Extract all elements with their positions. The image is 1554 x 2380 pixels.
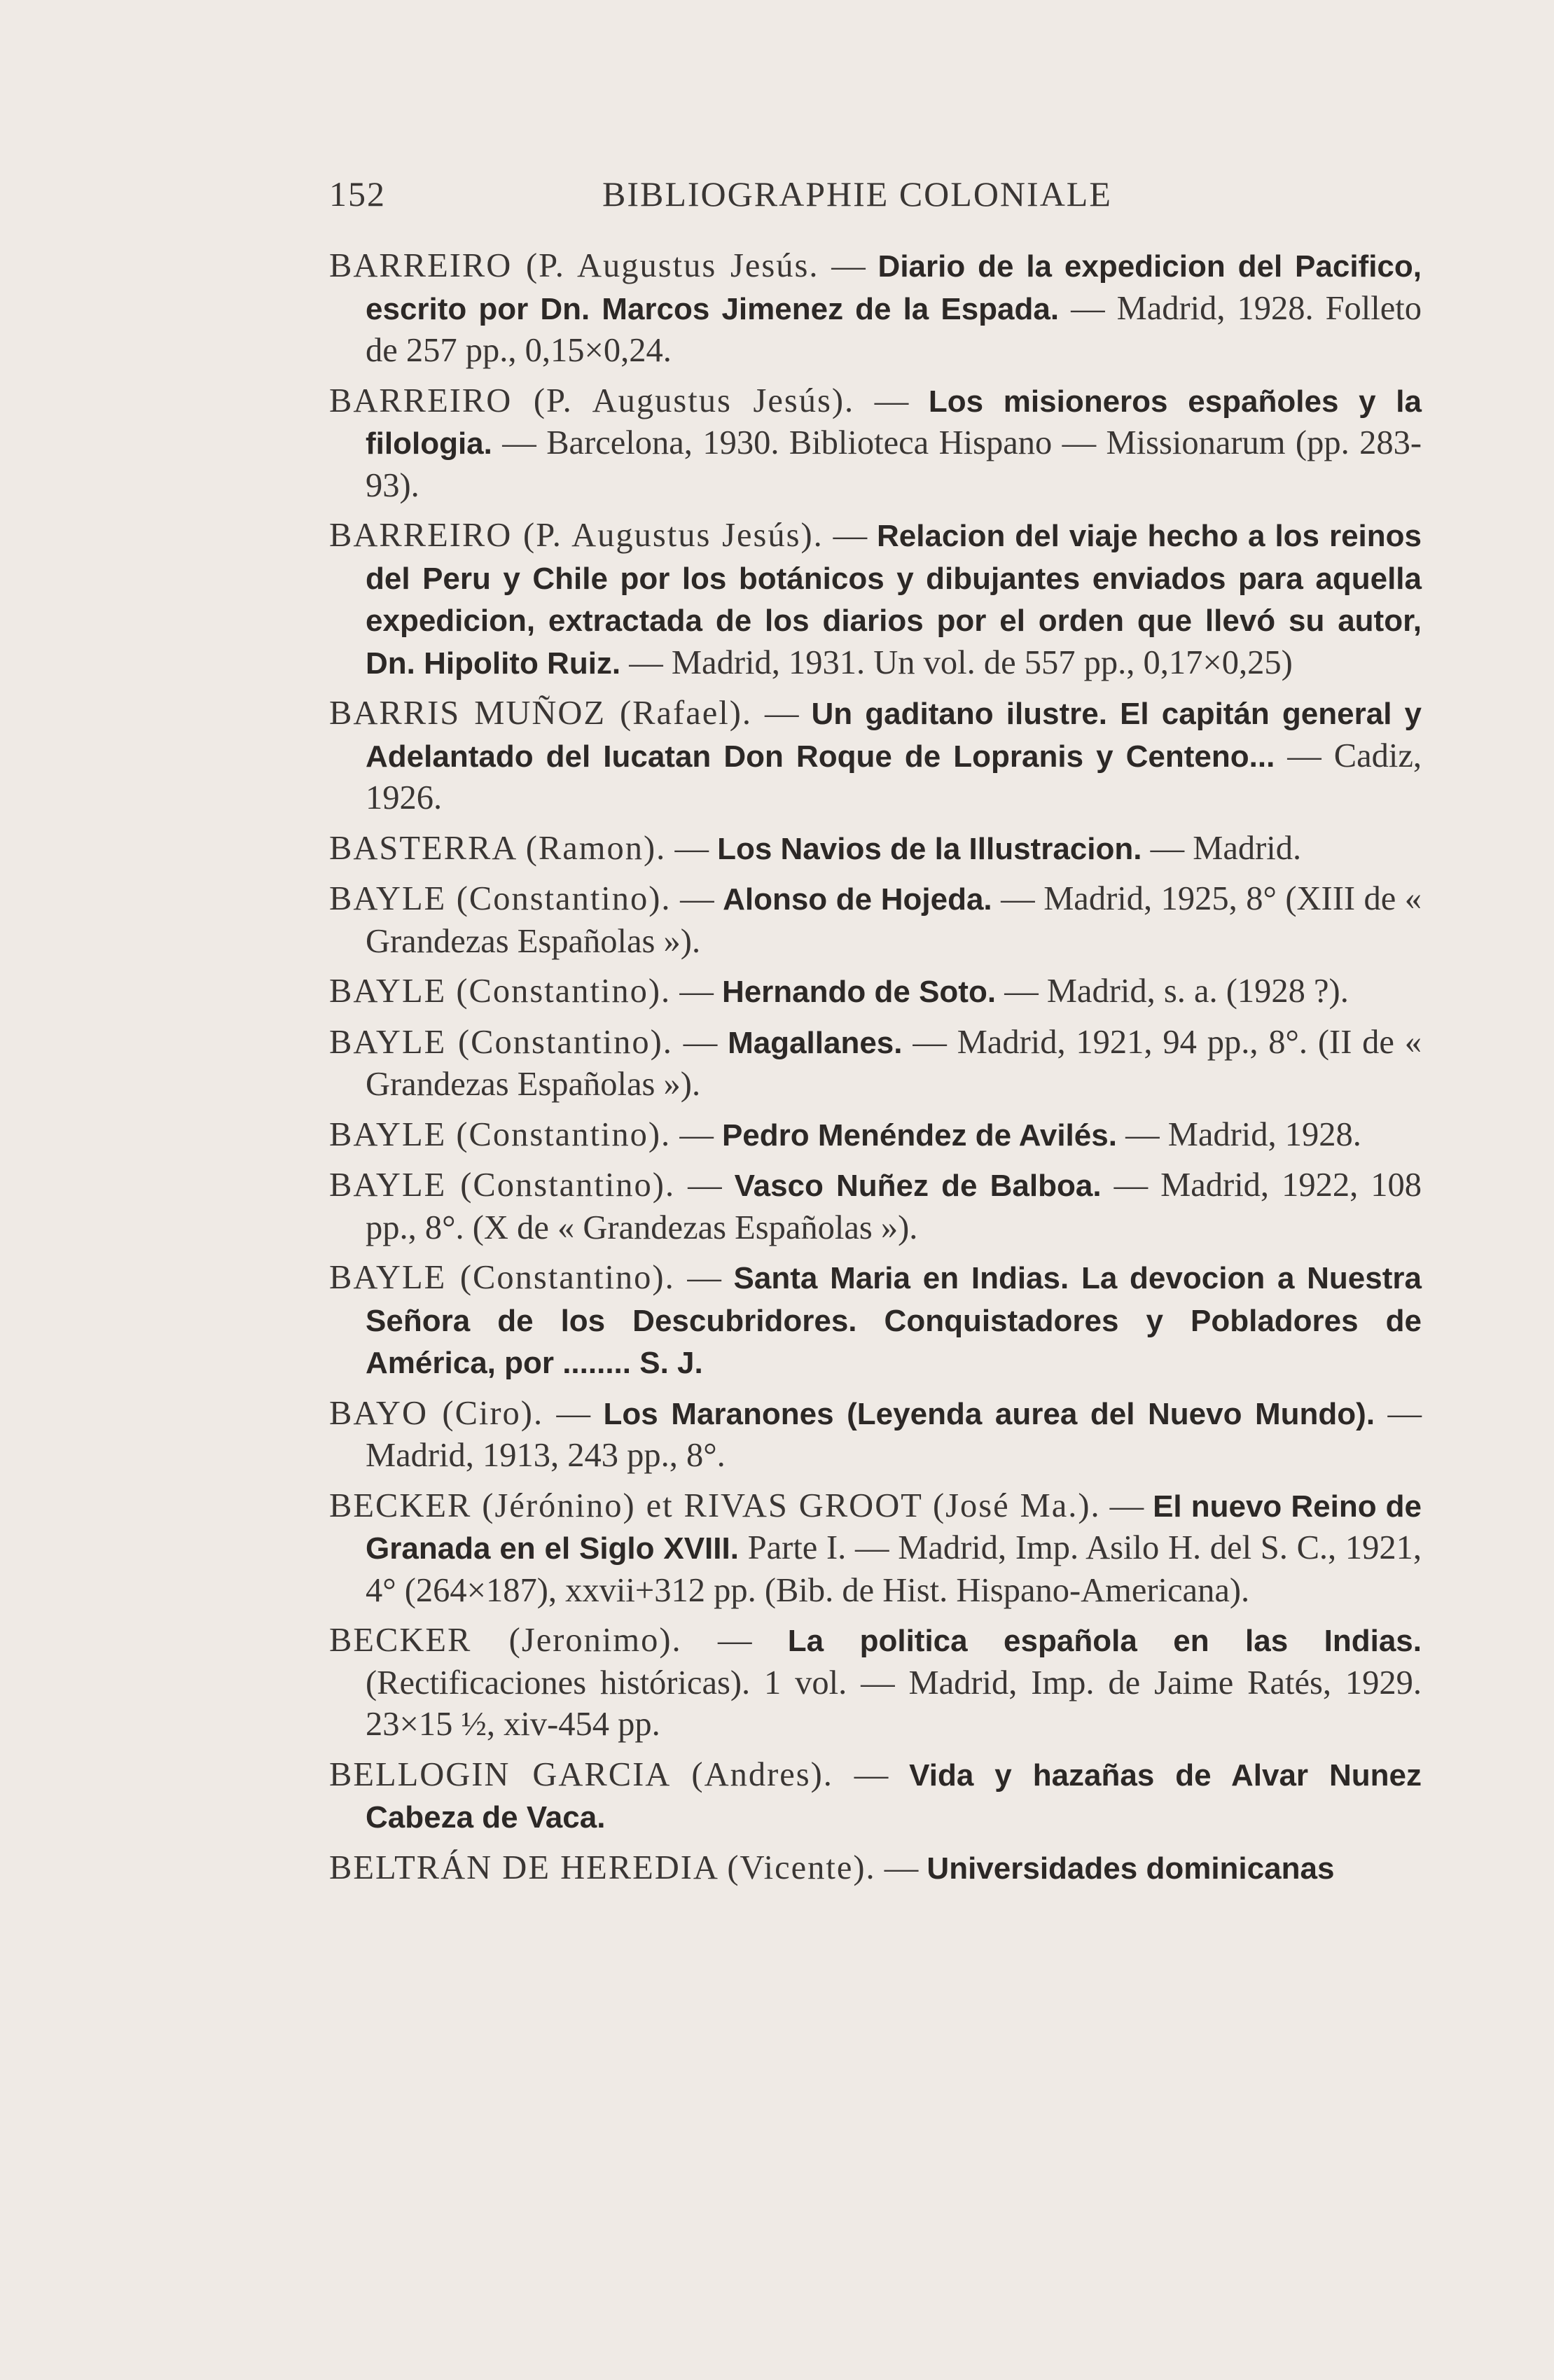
entry-details: Madrid. bbox=[1193, 829, 1302, 867]
entry-details: Madrid, 1928. bbox=[1167, 1115, 1361, 1153]
entry-title: Santa Maria en Indias. La devocion a Nuestra Señora de los Descubridores. Conquistadores y Pobladores de América, por ........ S. J. bbox=[366, 1261, 1422, 1380]
bibliography-entry: BELTRÁN DE HEREDIA (Vicente). — Universidades dominicanas bbox=[329, 1849, 1335, 1886]
entry-author: BAYO (Ciro). bbox=[329, 1394, 544, 1432]
entry-author: BAYLE (Constantino). bbox=[329, 880, 672, 917]
entry-details: Madrid, 1921, 94 pp., 8°. (II de « Grandezas Españolas »). bbox=[366, 1023, 1422, 1103]
entry-author: BARREIRO (P. Augustus Jesús). bbox=[329, 382, 855, 419]
entry-details: Madrid, 1922, 108 pp., 8°. (X de « Grandezas Españolas »). bbox=[366, 1167, 1422, 1246]
entry-title: Magallanes. bbox=[728, 1025, 903, 1060]
bibliography-entry: BARRIS MUÑOZ (Rafael). — Un gaditano ilustre. El capitán general y Adelantado del Iucatan Don Roque de Lopranis y Centeno... — Cadiz, 1926. bbox=[329, 695, 1422, 816]
running-header bbox=[329, 174, 1163, 223]
bibliography-entry: BECKER (Jeronimo). — La politica española en las Indias. (Rectificaciones históricas). 1 vol. — Madrid, Imp. de Jaime Ratés, 1929. 23×15 ½, xiv-454 pp. bbox=[329, 1622, 1422, 1743]
entry-title: Pedro Menéndez de Avilés. bbox=[721, 1118, 1117, 1153]
entry-title: Los Maranones (Leyenda aurea del Nuevo Mundo). bbox=[603, 1396, 1375, 1431]
entry-title: El nuevo Reino de Granada en el Siglo XVIII. bbox=[366, 1489, 1422, 1566]
bibliography-list bbox=[329, 245, 1422, 1898]
bibliography-entry: BELLOGIN GARCIA (Andres). — Vida y hazañas de Alvar Nunez Cabeza de Vaca. bbox=[329, 1755, 1422, 1835]
entry-title: Vasco Nuñez de Balboa. bbox=[734, 1169, 1102, 1203]
page-number: 152 bbox=[329, 174, 386, 214]
bibliography-entry: BARREIRO (P. Augustus Jesús). — Relacion del viaje hecho a los reinos del Peru y Chile por los botánicos y dibujantes enviados para aquella expedicion, extractada de los diarios por el orden que llevó su autor, Dn. Hipolito Ruiz. — Madrid, 1931. Un vol. de 557 pp., 0,17×0,25) bbox=[329, 517, 1422, 681]
entry-author: BARREIRO (P. Augustus Jesús). bbox=[329, 517, 824, 554]
bibliography-entry: BASTERRA (Ramon). — Los Navios de la Illustracion. — Madrid. bbox=[329, 829, 1302, 867]
entry-title: Diario de la expedicion del Pacifico, escrito por Dn. Marcos Jimenez de la Espada. bbox=[366, 249, 1422, 326]
bibliography-entry: BAYLE (Constantino). — Hernando de Soto. — Madrid, s. a. (1928 ?). bbox=[329, 973, 1349, 1010]
entry-details: Madrid, 1931. Un vol. de 557 pp., 0,17×0,25) bbox=[671, 643, 1293, 681]
bibliography-entry: BARREIRO (P. Augustus Jesús). — Los misioneros españoles y la filologia. — Barcelona, 1930. Biblioteca Hispano — Missionarum (pp. 283-93). bbox=[329, 382, 1422, 504]
bibliography-entry: BARREIRO (P. Augustus Jesús. — Diario de la expedicion del Pacifico, escrito por Dn. Marcos Jimenez de la Espada. — Madrid, 1928. Folleto de 257 pp., 0,15×0,24. bbox=[329, 247, 1422, 369]
entry-author: BELTRÁN DE HEREDIA (Vicente). bbox=[329, 1849, 876, 1886]
entry-title: Un gaditano ilustre. El capitán general y Adelantado del Iucatan Don Roque de Lopranis y Centeno... bbox=[366, 697, 1422, 774]
entry-author: BECKER (Jeronimo). bbox=[329, 1622, 682, 1659]
entry-author: BAYLE (Constantino). bbox=[329, 1167, 676, 1204]
entry-title: Vida y hazañas de Alvar Nunez Cabeza de Vaca. bbox=[366, 1758, 1422, 1835]
bibliography-entry: BAYLE (Constantino). — Magallanes. — Madrid, 1921, 94 pp., 8°. (II de « Grandezas Españolas »). bbox=[329, 1023, 1422, 1103]
entry-author: BELLOGIN GARCIA (Andres). bbox=[329, 1755, 833, 1793]
entry-details: Madrid, s. a. (1928 ?). bbox=[1046, 973, 1349, 1010]
entry-author: BECKER (Jérónino) et RIVAS GROOT (José Ma.). bbox=[329, 1487, 1101, 1524]
entry-title: Universidades dominicanas bbox=[927, 1851, 1335, 1886]
entry-details: Barcelona, 1930. Biblioteca Hispano — Missionarum (pp. 283-93). bbox=[366, 424, 1422, 504]
entry-author: BAYLE (Constantino). bbox=[329, 1115, 672, 1153]
entry-details: Madrid, 1928. Folleto de 257 pp., 0,15×0,24. bbox=[366, 289, 1422, 369]
entry-title: Alonso de Hojeda. bbox=[723, 882, 992, 917]
entry-details: Parte I. — Madrid, Imp. Asilo H. del S. C., 1921, 4° (264×187), xxvii+312 pp. (Bib. de Hist. Hispano-Americana). bbox=[366, 1529, 1422, 1609]
bibliography-entry: BAYLE (Constantino). — Vasco Nuñez de Balboa. — Madrid, 1922, 108 pp., 8°. (X de « Grandezas Españolas »). bbox=[329, 1167, 1422, 1246]
entry-author: BARREIRO (P. Augustus Jesús. bbox=[329, 247, 819, 284]
entry-details: (Rectificaciones históricas). 1 vol. — Madrid, Imp. de Jaime Ratés, 1929. 23×15 ½, xiv-454 pp. bbox=[366, 1664, 1422, 1743]
entry-details: Madrid, 1913, 243 pp., 8°. bbox=[366, 1437, 726, 1474]
bibliography-entry: BAYLE (Constantino). — Pedro Menéndez de Avilés. — Madrid, 1928. bbox=[329, 1115, 1361, 1153]
entry-title: Relacion del viaje hecho a los reinos del Peru y Chile por los botánicos y dibujantes enviados para aquella expedicion, extractada de los diarios por el orden que llevó su autor, Dn. Hipolito Ruiz. bbox=[366, 519, 1422, 681]
entry-title: Los misioneros españoles y la filologia. bbox=[366, 384, 1422, 461]
bibliography-entry: BECKER (Jérónino) et RIVAS GROOT (José Ma.). — El nuevo Reino de Granada en el Siglo XVIII. Parte I. — Madrid, Imp. Asilo H. del S. C., 1921, 4° (264×187), xxvii+312 pp. (Bib. de Hist. Hispano-Americana). bbox=[329, 1487, 1422, 1609]
entry-title: Los Navios de la Illustracion. bbox=[717, 831, 1142, 866]
entry-author: BAYLE (Constantino). bbox=[329, 973, 672, 1010]
entry-author: BAYLE (Constantino). bbox=[329, 1023, 673, 1061]
entry-author: BASTERRA (Ramon). bbox=[329, 829, 667, 867]
entry-author: BARRIS MUÑOZ (Rafael). bbox=[329, 695, 753, 732]
entry-details: Cadiz, 1926. bbox=[366, 737, 1422, 816]
bibliography-entry: BAYLE (Constantino). — Alonso de Hojeda. — Madrid, 1925, 8° (XIII de « Grandezas Españolas »). bbox=[329, 880, 1422, 960]
entry-title: La politica española en las Indias. bbox=[787, 1624, 1422, 1658]
bibliography-entry: BAYLE (Constantino). — Santa Maria en Indias. La devocion a Nuestra Señora de los Descubridores. Conquistadores y Pobladores de América, por ........ S. J. bbox=[329, 1259, 1422, 1380]
running-title: BIBLIOGRAPHIE COLONIALE bbox=[602, 174, 1112, 214]
bibliography-entry: BAYO (Ciro). — Los Maranones (Leyenda aurea del Nuevo Mundo). — Madrid, 1913, 243 pp., 8°. bbox=[329, 1394, 1422, 1474]
entry-title: Hernando de Soto. bbox=[721, 975, 997, 1009]
entry-author: BAYLE (Constantino). bbox=[329, 1259, 675, 1296]
entry-details: Madrid, 1925, 8° (XIII de « Grandezas Españolas »). bbox=[366, 880, 1422, 960]
